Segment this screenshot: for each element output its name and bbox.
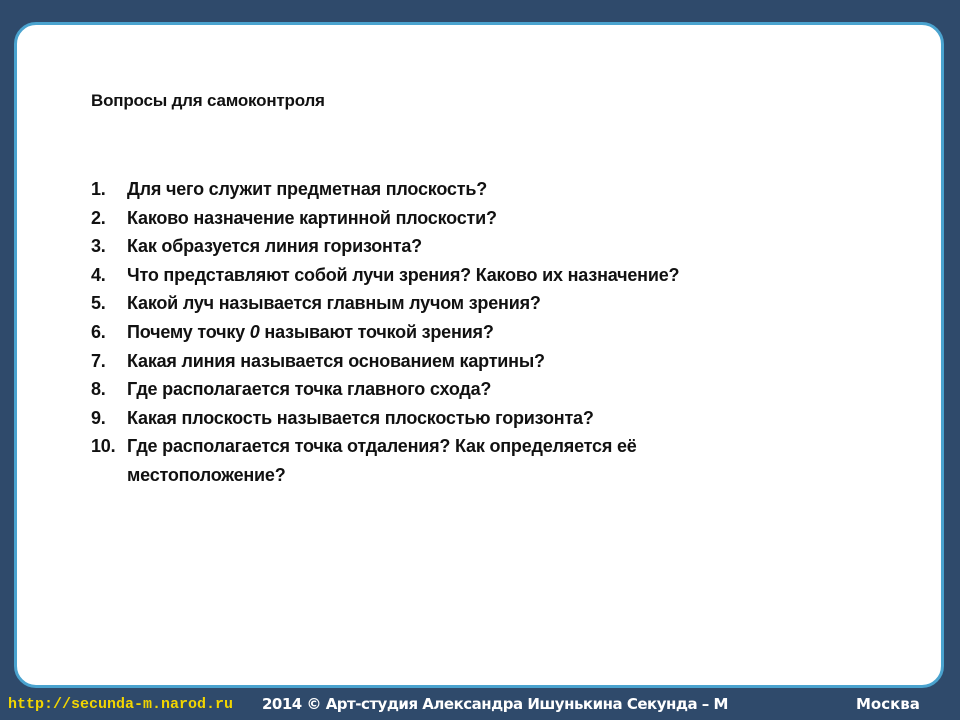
question-number: 10. [91,436,116,457]
question-text-part: называют точкой зрения? [259,321,494,342]
question-number: 8. [91,379,106,400]
question-text-part: Почему точку [127,321,250,342]
slide-title: Вопросы для самоконтроля [91,91,325,110]
list-item [91,375,891,404]
question-number: 5. [91,293,106,314]
question-number: 2. [91,207,106,228]
list-item [91,204,891,233]
list-item [91,318,891,347]
question-text [127,432,891,489]
question-text: Где располагается точка главного схода? [127,379,492,400]
footer-url-link[interactable]: http://secunda-m.narod.ru [8,696,234,713]
footer-credit: 2014 © Арт-студия Александра Ишунькина Секунда – М [262,695,728,713]
question-number: 7. [91,350,106,371]
list-item [91,432,891,489]
footer-city: Москва [856,695,920,713]
list-item [91,347,891,376]
question-number: 6. [91,321,106,342]
question-text: Какая плоскость называется плоскостью горизонта? [127,407,594,428]
list-item [91,261,891,290]
list-item [91,175,891,204]
point-zero-label: 0 [249,321,260,342]
question-number: 4. [91,264,106,285]
question-text-line: местоположение? [127,464,286,485]
question-number: 1. [91,179,106,199]
question-list [91,175,891,490]
question-text: Для чего служит предметная плоскость? [127,179,488,199]
list-item [91,404,891,433]
question-text-line: Где располагается точка отдаления? Как определяется её [127,436,637,457]
question-text: Какой луч называется главным лучом зрения? [127,293,541,314]
question-text [127,318,891,347]
question-number: 3. [91,236,106,257]
question-number: 9. [91,407,106,428]
question-text: Что представляют собой лучи зрения? Каково их назначение? [127,264,680,285]
question-text: Каково назначение картинной плоскости? [127,207,497,228]
list-item [91,289,891,318]
question-text: Как образуется линия горизонта? [127,236,422,257]
slide-panel [14,22,944,688]
footer [0,688,960,720]
list-item [91,232,891,261]
question-text: Какая линия называется основанием картины? [127,350,545,371]
